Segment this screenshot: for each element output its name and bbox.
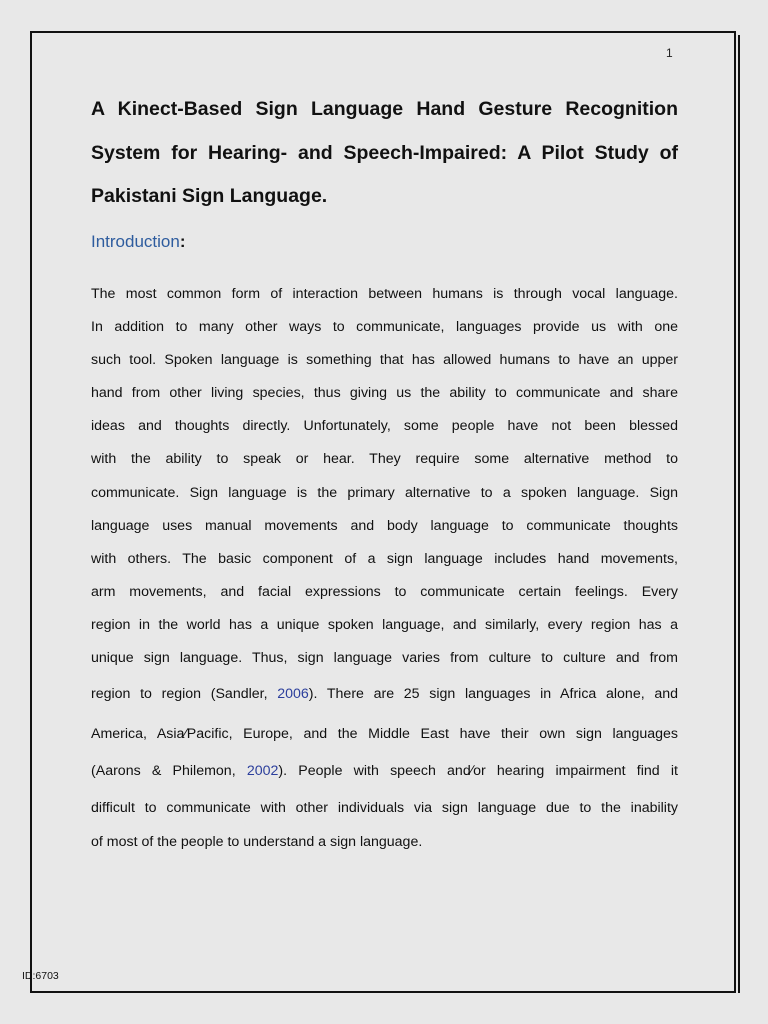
body-line: hand from other living species, thus giving us the ability to communicate and share xyxy=(91,385,678,402)
body-text-segment: ). People with speech and∕or hearing impairment find it xyxy=(278,763,678,780)
citation-link-aarons[interactable]: 2002 xyxy=(246,763,279,780)
body-line: such tool. Spoken language is something that has allowed humans to have an upper xyxy=(91,352,678,369)
body-line: unique sign language. Thus, sign language varies from culture to culture and from xyxy=(91,650,678,667)
body-line: arm movements, and facial expressions to communicate certain feelings. Every xyxy=(91,583,678,600)
body-line: In addition to many other ways to communicate, languages provide us with one xyxy=(91,319,678,336)
body-line: of most of the people to understand a sign language. xyxy=(91,833,423,850)
document-id-label: ID:6703 xyxy=(22,970,59,982)
body-text-segment: ). There are 25 sign languages in Africa alone, and xyxy=(308,686,679,703)
body-paragraph xyxy=(91,278,678,859)
body-line: region in the world has a unique spoken language, and similarly, every region has a xyxy=(91,616,678,633)
body-line-with-citation xyxy=(91,678,678,711)
body-line: communicate. Sign language is the primary alternative to a spoken language. Sign xyxy=(91,484,678,501)
body-text-segment: region to region (Sandler, xyxy=(91,686,278,703)
body-line: difficult to communicate with other individuals via sign language due to the inability xyxy=(91,800,678,817)
body-line: The most common form of interaction between humans is through vocal language. xyxy=(91,286,678,302)
section-heading xyxy=(91,232,186,252)
document-title: A Kinect-Based Sign Language Hand Gesture Recognition System for Hearing- and Speech-Impaired: A Pilot Study of Pakistani Sign Language. xyxy=(91,98,678,207)
citation-link-sandler[interactable]: 2006 xyxy=(277,686,309,703)
section-heading-colon: : xyxy=(179,232,186,251)
page-number: 1 xyxy=(666,46,673,60)
body-line: language uses manual movements and body language to communicate thoughts xyxy=(91,517,678,534)
body-line: with the ability to speak or hear. They require some alternative method to xyxy=(91,451,678,468)
section-heading-label: Introduction xyxy=(91,232,180,251)
body-line: America, Asia∕Pacific, Europe, and the Middle East have their own sign languages xyxy=(91,726,678,743)
body-line-with-citation xyxy=(91,755,678,788)
body-line: with others. The basic component of a sign language includes hand movements, xyxy=(91,550,678,567)
body-text-segment: (Aarons & Philemon, xyxy=(91,763,247,780)
body-line: ideas and thoughts directly. Unfortunately, some people have not been blessed xyxy=(91,418,678,435)
